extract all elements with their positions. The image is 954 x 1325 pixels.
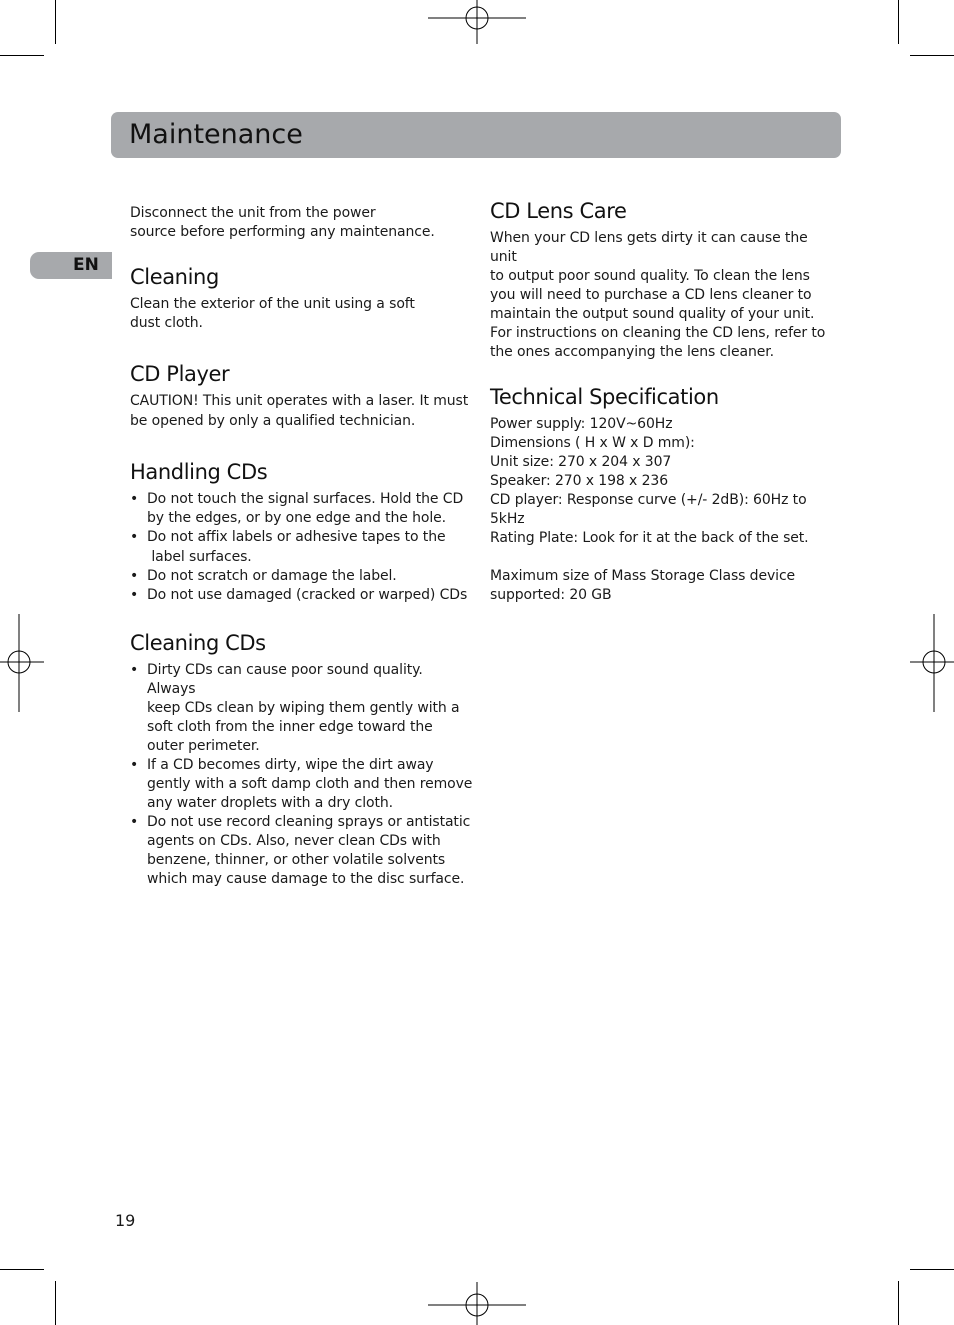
list-item-line: label surfaces.	[147, 549, 252, 565]
title-bar	[111, 112, 841, 158]
technical-specification-heading: Technical Specification	[490, 385, 719, 409]
cd-lens-care-line: the ones accompanying the lens cleaner.	[490, 344, 774, 360]
list-item-line: benzene, thinner, or other volatile solvents	[147, 852, 446, 868]
language-label: EN	[73, 255, 99, 275]
cleaning-cds-heading: Cleaning CDs	[130, 631, 266, 655]
list-item-line: keep CDs clean by wiping them gently with a	[147, 700, 460, 716]
list-item-line: • Do not scratch or damage the label.	[147, 568, 397, 584]
cd-lens-care-section	[490, 198, 835, 362]
list-item	[130, 490, 475, 528]
cleaning-section	[130, 264, 475, 333]
cd-lens-care-line: maintain the output sound quality of your unit.	[490, 306, 815, 322]
page-number: 19	[115, 1211, 136, 1230]
cleaning-line: Clean the exterior of the unit using a soft	[130, 296, 415, 312]
cd-player-heading: CD Player	[130, 362, 230, 386]
spec-line: Power supply: 120V~60Hz	[490, 416, 673, 432]
list-item	[130, 756, 475, 813]
crop-mark	[910, 1269, 954, 1270]
list-item-line: • Dirty CDs can cause poor sound quality. Always	[147, 662, 423, 697]
list-item-line: • Do not use record cleaning sprays or antistatic	[147, 814, 471, 830]
crop-mark	[898, 0, 899, 44]
handling-cds-list	[130, 490, 475, 605]
list-item-line: which may cause damage to the disc surface.	[147, 871, 465, 887]
page-title: Maintenance	[129, 119, 303, 150]
list-item	[130, 567, 475, 586]
list-item-line: • Do not affix labels or adhesive tapes to the	[147, 529, 446, 545]
spacer	[490, 548, 835, 567]
crop-mark	[55, 0, 56, 44]
list-item-line: • Do not use damaged (cracked or warped) CDs	[147, 587, 468, 603]
cd-player-line: CAUTION! This unit operates with a laser. It must	[130, 393, 469, 409]
cd-lens-care-line: you will need to purchase a CD lens cleaner to	[490, 287, 812, 303]
registration-mark-icon	[910, 614, 954, 712]
list-item-line: agents on CDs. Also, never clean CDs with	[147, 833, 441, 849]
cleaning-heading: Cleaning	[130, 265, 219, 289]
list-item	[130, 586, 475, 605]
list-item-line: • Do not touch the signal surfaces. Hold the CD	[147, 491, 464, 507]
left-column	[130, 204, 475, 917]
crop-mark	[55, 1281, 56, 1325]
cleaning-cds-section	[130, 630, 475, 889]
registration-mark-icon	[428, 1282, 526, 1325]
language-tab	[30, 252, 112, 279]
cd-player-section	[130, 361, 475, 431]
cleaning-cds-list	[130, 661, 475, 889]
list-item-line: any water droplets with a dry cloth.	[147, 795, 393, 811]
list-item-line: gently with a soft damp cloth and then remove	[147, 776, 473, 792]
handling-cds-heading: Handling CDs	[130, 460, 268, 484]
list-item	[130, 528, 475, 567]
cleaning-line: dust cloth.	[130, 315, 203, 331]
spec-line: CD player: Response curve (+/- 2dB): 60Hz to 5kHz	[490, 492, 807, 527]
intro-line: source before performing any maintenance.	[130, 224, 435, 240]
crop-mark	[898, 1281, 899, 1325]
list-item-line: by the edges, or by one edge and the hole.	[147, 510, 446, 526]
list-item-line: outer perimeter.	[147, 738, 260, 754]
cd-lens-care-line: When your CD lens gets dirty it can cause the unit	[490, 230, 808, 265]
crop-mark	[0, 1269, 44, 1270]
list-item	[130, 813, 475, 889]
registration-mark-icon	[0, 614, 44, 712]
crop-mark	[0, 55, 44, 56]
intro-line: Disconnect the unit from the power	[130, 205, 376, 221]
spec-line: Unit size: 270 x 204 x 307	[490, 454, 672, 470]
list-item-line: soft cloth from the inner edge toward the	[147, 719, 433, 735]
storage-line: Maximum size of Mass Storage Class device	[490, 568, 796, 584]
spec-line: Dimensions ( H x W x D mm):	[490, 435, 695, 451]
registration-mark-icon	[428, 0, 526, 44]
list-item	[130, 661, 475, 756]
cd-lens-care-line: to output poor sound quality. To clean the lens	[490, 268, 810, 284]
list-item-line: • If a CD becomes dirty, wipe the dirt away	[147, 757, 434, 773]
intro-section	[130, 204, 475, 242]
spec-line: Rating Plate: Look for it at the back of the set.	[490, 530, 809, 546]
cd-lens-care-line: For instructions on cleaning the CD lens, refer to	[490, 325, 826, 341]
technical-specification-section	[490, 384, 835, 605]
right-column	[490, 198, 835, 633]
crop-mark	[910, 55, 954, 56]
cd-lens-care-heading: CD Lens Care	[490, 199, 627, 223]
handling-cds-section	[130, 459, 475, 605]
storage-line: supported: 20 GB	[490, 587, 612, 603]
cd-player-line: be opened by only a qualified technician.	[130, 413, 416, 429]
spec-line: Speaker: 270 x 198 x 236	[490, 473, 669, 489]
